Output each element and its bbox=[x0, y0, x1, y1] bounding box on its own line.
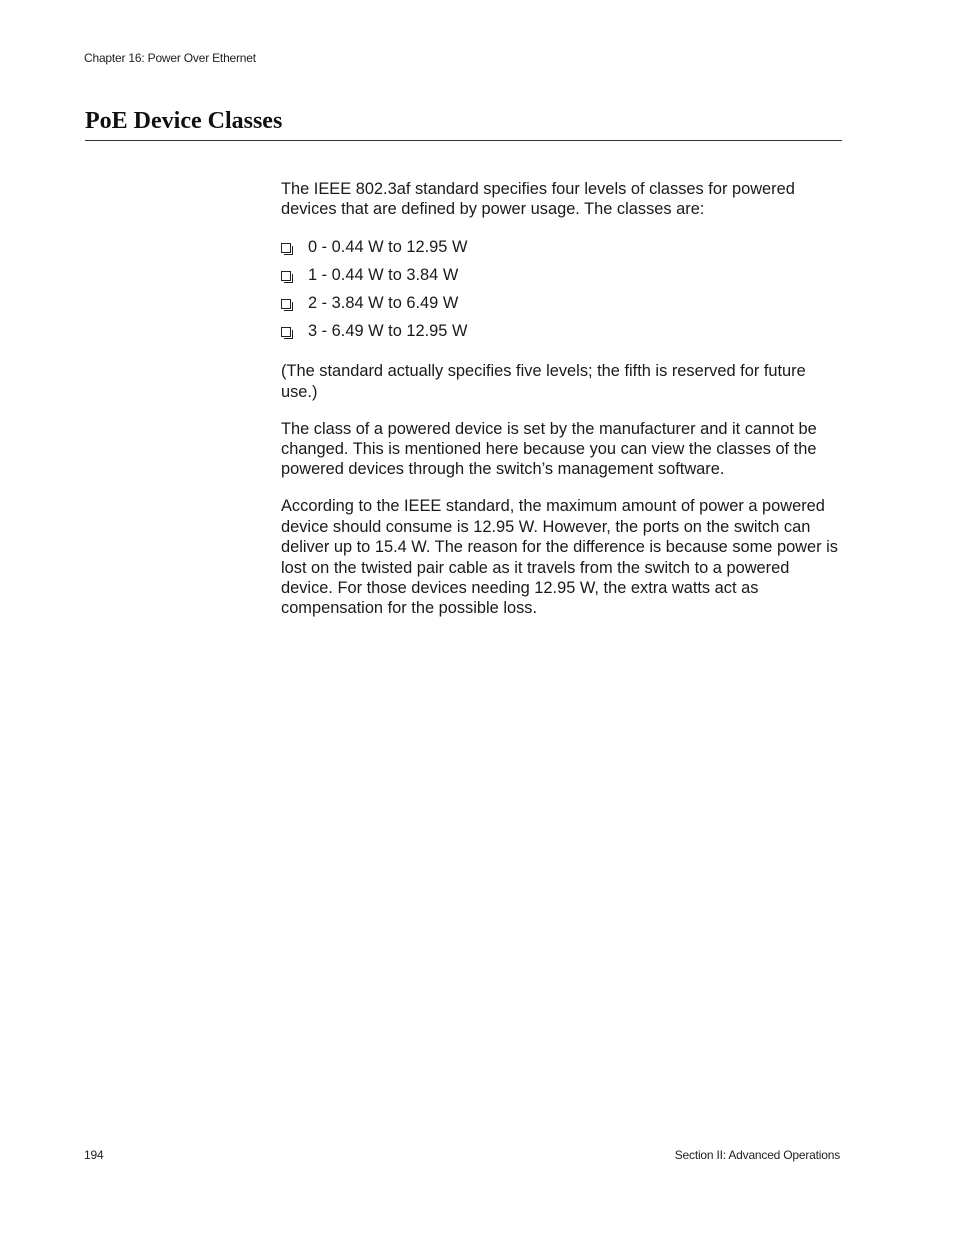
list-item-class-3 bbox=[281, 317, 843, 345]
section-title: PoE Device Classes bbox=[85, 106, 842, 141]
list-item-class-0 bbox=[281, 233, 843, 261]
box-bullet-icon bbox=[281, 243, 291, 253]
list-item-class-1 bbox=[281, 261, 843, 289]
list-item-text: 1 - 0.44 W to 3.84 W bbox=[308, 266, 459, 285]
box-bullet-icon bbox=[281, 299, 291, 309]
list-item-text: 3 - 6.49 W to 12.95 W bbox=[308, 322, 468, 341]
running-footer-section: Section II: Advanced Operations bbox=[674, 1148, 840, 1162]
body-column bbox=[281, 179, 843, 635]
list-item-text: 2 - 3.84 W to 6.49 W bbox=[308, 294, 459, 313]
intro-paragraph: The IEEE 802.3af standard specifies four levels of classes for powered devices that are defined by power usage. The classes are: bbox=[281, 180, 795, 219]
page-number: 194 bbox=[84, 1148, 104, 1162]
list-item-text: 0 - 0.44 W to 12.95 W bbox=[308, 238, 468, 257]
running-header-chapter: Chapter 16: Power Over Ethernet bbox=[84, 51, 256, 65]
power-paragraph: According to the IEEE standard, the maximum amount of power a powered device should consume is 12.95 W. However, the ports on the switch can deliver up to 15.4 W. The reason for the difference is because some power is lost on the twisted pair cable as it travels from the switch to a powered device. For those devices needing 12.95 W, the extra watts act as compensation for the possible loss. bbox=[281, 497, 838, 618]
box-bullet-icon bbox=[281, 271, 291, 281]
note-paragraph: (The standard actually specifies five levels; the fifth is reserved for future use.) bbox=[281, 362, 806, 401]
device-class-list bbox=[281, 233, 843, 345]
box-bullet-icon bbox=[281, 327, 291, 337]
class-paragraph: The class of a powered device is set by the manufacturer and it cannot be changed. This is mentioned here because you can view the classes of the powered devices through the switch’s management software. bbox=[281, 419, 817, 479]
list-item-class-2 bbox=[281, 289, 843, 317]
